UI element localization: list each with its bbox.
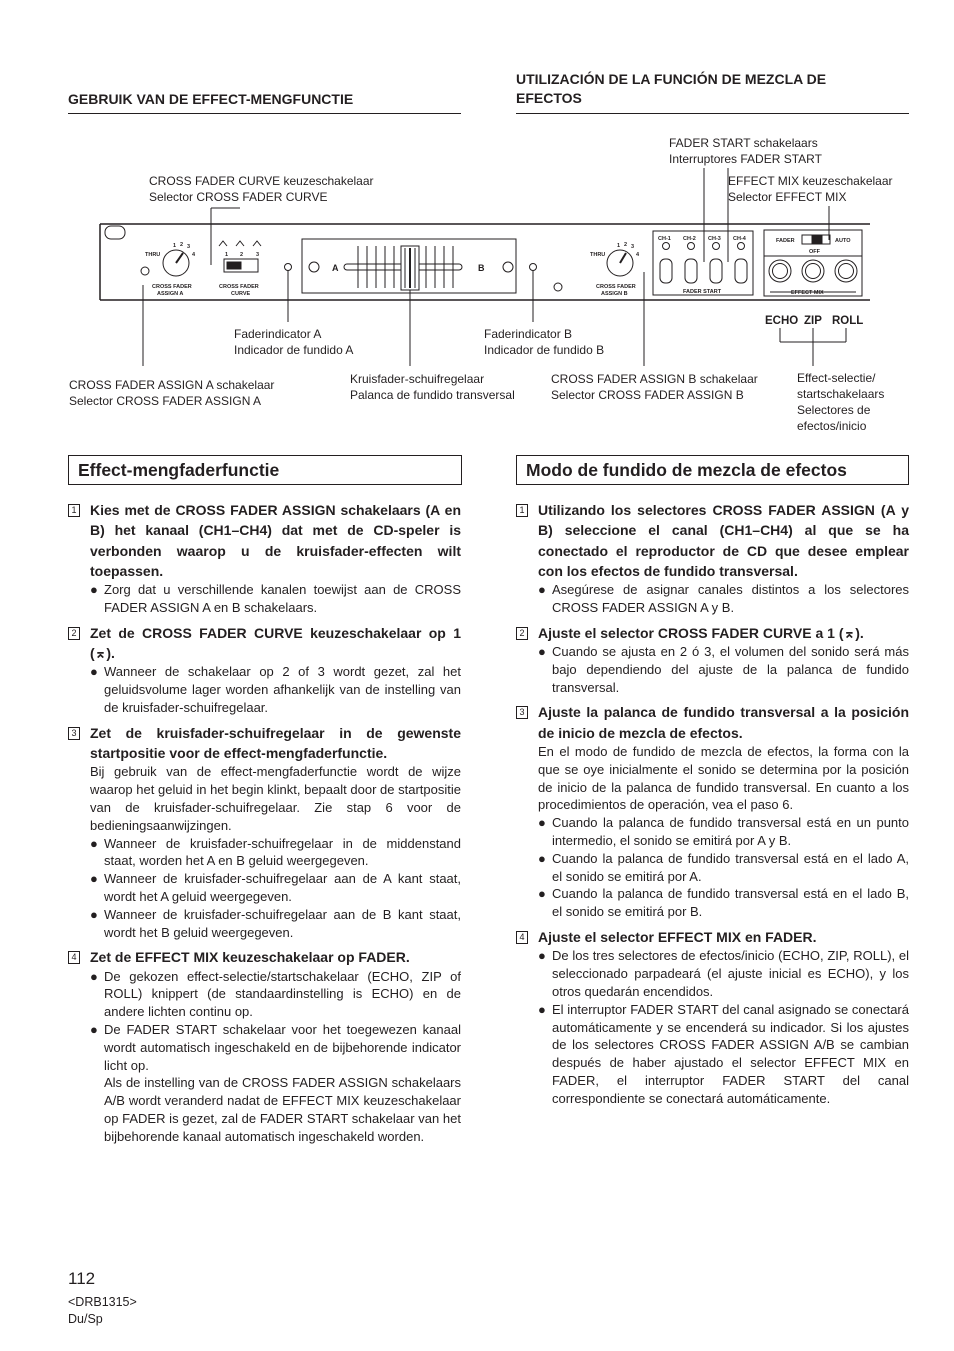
panel-off: OFF [809, 249, 820, 255]
page-number: 112 [68, 1269, 96, 1288]
panel-ch1: CH-1 [658, 236, 671, 242]
bullet-icon: ● [90, 664, 98, 680]
right-step-3-number: 3 [516, 706, 528, 719]
left-step-1 [68, 500, 461, 581]
bullet-icon: ● [90, 582, 98, 598]
bullet-icon: ● [538, 948, 546, 964]
panel-effect-mix: EFFECT MIX [791, 290, 824, 296]
right-step-4-bullet-1 [516, 947, 909, 1000]
panel-dial-a-3: 3 [187, 244, 191, 250]
left-step-3-bullet-2 [68, 870, 461, 906]
panel-fader-b: B [478, 263, 485, 273]
panel-assign-b-2: ASSIGN B [601, 291, 628, 297]
bullet-icon: ● [538, 1001, 546, 1017]
bullet-icon: ● [90, 1022, 98, 1038]
effect-select-label-3: Selectores de [797, 403, 871, 417]
ind-b-label-du: Faderindicator B [484, 327, 573, 341]
panel-dial-b-3: 3 [631, 244, 635, 250]
right-step-1-number: 1 [516, 504, 528, 517]
panel-curve-label-1: CROSS FADER [219, 284, 259, 290]
right-step-3-bullet-1 [516, 814, 909, 850]
right-step-4 [516, 927, 909, 947]
left-step-4-bullet-2-text: De FADER START schakelaar voor het toegewezen kanaal wordt automatisch ingeschakeld en de bijbehorende indicator licht op. [104, 1022, 461, 1073]
right-step-3-text: Ajuste la palanca de fundido transversal a la posición de inicio de mezcla de efectos. [538, 704, 909, 741]
footer-code-block [68, 1294, 137, 1328]
left-step-3-text: Zet de kruisfader-schuifregelaar in de gewenste startpositie voor de effect-mengfaderfunctie. [90, 724, 461, 762]
panel-dial-b-1: 1 [617, 243, 621, 249]
left-step-3-bullet-3-text: Wanneer de kruisfader-schuifregelaar aan de B kant staat, wordt het B geluid weergegeven. [104, 906, 461, 940]
left-step-2 [68, 623, 461, 664]
left-step-1-bullet-1 [68, 581, 461, 617]
right-step-4-number: 4 [516, 931, 528, 944]
bullet-icon: ● [538, 644, 546, 660]
left-step-4-bullet-2 [68, 1021, 461, 1074]
left-step-2-bullet-1 [68, 663, 461, 716]
panel-fader: FADER [776, 238, 795, 244]
echo-label: ECHO [765, 315, 799, 327]
xfader-label-du: Kruisfader-schuifregelaar [350, 372, 485, 386]
panel-curve-3: 3 [256, 252, 260, 258]
right-step-1-bullet-1 [516, 581, 909, 617]
right-column [516, 500, 909, 1108]
bullet-icon: ● [90, 968, 98, 984]
roll-label: ROLL [832, 315, 864, 327]
right-step-2-text: Ajuste el selector CROSS FADER CURVE a 1 (⌅). [538, 624, 864, 641]
right-step-2-bullet-1 [516, 643, 909, 696]
left-step-4-continuation: Als de instelling van de CROSS FADER ASSIGN schakelaars A/B wordt veranderd nadat de EFFECT MIX keuzeschakelaar op FADER is gezet, zal de FADER START schakelaar van het bijbehorende kanaal automatisch ingeschakeld worden. [104, 1075, 461, 1144]
left-step-4-text: Zet de EFFECT MIX keuzeschakelaar op FADER. [90, 949, 410, 966]
right-step-4-bullet-2-text: El interruptor FADER START del canal asignado se conectará automáticamente y se encenderá su indicador. Si los ajustes de los selectores CROSS FADER ASSIGN A/B se cambian después de haber ajustado el selector EFFECT MIX en FADER, el interruptor FADER START del canal correspondiente se conectará automáticamente. [552, 1001, 909, 1106]
footer-code: <DRB1315> [68, 1295, 137, 1309]
panel-assign-a-2: ASSIGN A [157, 291, 184, 297]
curve-label-du: CROSS FADER CURVE keuzeschakelaar [149, 174, 374, 188]
panel-assign-a-1: CROSS FADER [152, 284, 192, 290]
panel-curve-label-2: CURVE [231, 291, 251, 297]
left-step-3-bullet-2-text: Wanneer de kruisfader-schuifregelaar aan de A kant staat, wordt het A geluid weergegeven. [104, 871, 461, 904]
right-step-3-bullet-3-text: Cuando la palanca de fundido transversal está en el lado B, el sonido se emitirá por B. [552, 886, 909, 920]
panel-ch3: CH-3 [708, 236, 721, 242]
right-step-3-bullet-2-text: Cuando la palanca de fundido transversal está en el lado A, el sonido se emitirá por A. [552, 850, 909, 884]
zip-label: ZIP [804, 315, 822, 327]
bullet-icon: ● [90, 906, 98, 922]
footer-lang: Du/Sp [68, 1312, 103, 1326]
panel-dial-a-1: 1 [173, 243, 177, 249]
mixer-panel-diagram [0, 0, 954, 440]
assign-b-label-du: CROSS FADER ASSIGN B schakelaar [551, 372, 758, 386]
right-step-4-text: Ajuste el selector EFFECT MIX en FADER. [538, 929, 817, 946]
ind-a-label-sp: Indicador de fundido A [234, 343, 354, 357]
left-step-3-bullet-1-text: Wanneer de kruisfader-schuifregelaar in de middenstand staat, worden het A en B geluid weergegeven. [104, 835, 461, 869]
left-step-4-bullet-1-text: De gekozen effect-selectie/startschakelaar (ECHO, ZIP of ROLL) knippert (de standaardinstelling is ECHO) en de andere lichten continu op. [104, 968, 461, 1020]
bullet-icon: ● [538, 815, 546, 831]
bullet-icon: ● [538, 582, 546, 598]
right-step-2-bullet-1-text: Cuando se ajusta en 2 ó 3, el volumen del sonido será más bajo dependiendo del ajuste de la palanca de fundido transversal. [552, 644, 909, 695]
panel-ch4: CH-4 [733, 236, 746, 242]
left-step-1-number: 1 [68, 504, 80, 517]
panel-curve-1: 1 [225, 252, 229, 258]
panel-dial-a-4: 4 [192, 252, 196, 258]
right-step-3-paragraph: En el modo de fundido de mezcla de efectos, la forma con la que se oye inicialmente el sonido se determina por la posición de inicio de la palanca de fundido transversal. En cuanto a los procedimientos de operación, vea el paso 6. [538, 744, 909, 813]
bullet-icon: ● [90, 835, 98, 851]
assign-a-label-du: CROSS FADER ASSIGN A schakelaar [69, 378, 275, 392]
panel-fader-a: A [332, 263, 339, 273]
effect-mix-label-sp: Selector EFFECT MIX [728, 190, 847, 204]
left-step-2-number: 2 [68, 627, 80, 640]
right-step-4-bullet-2 [516, 1001, 909, 1108]
panel-dial-b-2: 2 [624, 242, 628, 248]
left-step-2-bullet-1-text: Wanneer de schakelaar op 2 of 3 wordt gezet, zal het geluidsvolume lager worden afhankelijk van de instelling van de kruisfader-schuifregelaar. [104, 664, 461, 715]
panel-auto: AUTO [835, 238, 851, 244]
effect-select-label-1: Effect-selectie/ [797, 371, 876, 385]
bullet-icon: ● [538, 886, 546, 902]
panel-curve-2: 2 [240, 252, 244, 258]
left-step-2-text: Zet de CROSS FADER CURVE keuzeschakelaar op 1 (⌅). [90, 624, 461, 662]
right-step-2-number: 2 [516, 627, 528, 640]
left-section-header: GEBRUIK VAN DE EFFECT-MENGFUNCTIE [68, 91, 354, 107]
left-step-1-bullet-1-text: Zorg dat u verschillende kanalen toewijst aan de CROSS FADER ASSIGN A en B schakelaars. [104, 582, 461, 615]
right-header-line-1: UTILIZACIÓN DE LA FUNCIÓN DE MEZCLA DE [516, 71, 827, 87]
right-step-3-bullet-3 [516, 885, 909, 921]
right-step-3-bullet-2 [516, 850, 909, 886]
panel-ch2: CH-2 [683, 236, 696, 242]
fader-start-label-du: FADER START schakelaars [669, 136, 818, 150]
panel-dial-b-4: 4 [636, 252, 640, 258]
left-step-3 [68, 723, 461, 764]
left-section-title-box [68, 455, 462, 485]
ind-b-label-sp: Indicador de fundido B [484, 343, 605, 357]
left-step-3-bullet-1 [68, 835, 461, 871]
left-section-title: Effect-mengfaderfunctie [78, 460, 280, 480]
bullet-icon: ● [90, 871, 98, 887]
right-section-title: Modo de fundido de mezcla de efectos [526, 460, 847, 480]
right-step-1-text: Utilizando los selectores CROSS FADER ASSIGN (A y B) seleccione el canal (CH1–CH4) al que se ha conectado el reproductor de CD que desee emplear con los efectos de fundido transversal. [538, 502, 909, 579]
panel-assign-b-1: CROSS FADER [596, 284, 636, 290]
fader-start-label-sp: Interruptores FADER START [669, 152, 822, 166]
left-step-3-paragraph: Bij gebruik van de effect-mengfaderfunctie wordt de wijze waarop het geluid in het begin klinkt, bepaalt door de startpositie van de kruisfader-schuifregelaar. Zie stap 6 voor de bedieningsaanwijzingen. [90, 764, 461, 833]
left-step-3-bullet-3 [68, 906, 461, 942]
panel-fader-start: FADER START [683, 289, 722, 295]
left-step-4 [68, 947, 461, 967]
right-header-line-2: EFECTOS [516, 90, 582, 106]
assign-b-label-sp: Selector CROSS FADER ASSIGN B [551, 388, 744, 402]
left-step-1-text: Kies met de CROSS FADER ASSIGN schakelaars (A en B) het kanaal (CH1–CH4) dat met de CD-speler is verbonden waarop u de kruisfader-effecten wilt toepassen. [90, 502, 461, 579]
right-step-1-bullet-1-text: Asegúrese de asignar canales distintos a los selectores CROSS FADER ASSIGN A y B. [552, 582, 909, 615]
left-step-3-number: 3 [68, 727, 80, 740]
right-step-1 [516, 500, 909, 581]
effect-select-label-2: startschakelaars [797, 387, 885, 401]
left-column [68, 500, 461, 1146]
xfader-label-sp: Palanca de fundido transversal [350, 388, 515, 402]
assign-a-label-sp: Selector CROSS FADER ASSIGN A [69, 394, 262, 408]
effect-select-label-4: efectos/inicio [797, 419, 867, 433]
right-step-3-bullet-1-text: Cuando la palanca de fundido transversal está en un punto intermedio, el sonido se emitirá por A y B. [552, 815, 909, 849]
right-step-2 [516, 623, 909, 643]
panel-thru-b: THRU [590, 252, 606, 258]
left-step-4-number: 4 [68, 951, 80, 964]
panel-dial-a-2: 2 [180, 242, 184, 248]
right-step-4-bullet-1-text: De los tres selectores de efectos/inicio (ECHO, ZIP, ROLL), el seleccionado parpadeará (el ajuste inicial es ECHO), y los otros quedarán encendidos. [552, 948, 909, 999]
curve-label-sp: Selector CROSS FADER CURVE [149, 190, 328, 204]
bullet-icon: ● [538, 850, 546, 866]
effect-mix-label-du: EFFECT MIX keuzeschakelaar [728, 174, 893, 188]
ind-a-label-du: Faderindicator A [234, 327, 322, 341]
right-step-3 [516, 702, 909, 743]
panel-thru-a: THRU [145, 252, 161, 258]
right-section-title-box [516, 455, 909, 485]
left-step-4-bullet-1 [68, 968, 461, 1021]
